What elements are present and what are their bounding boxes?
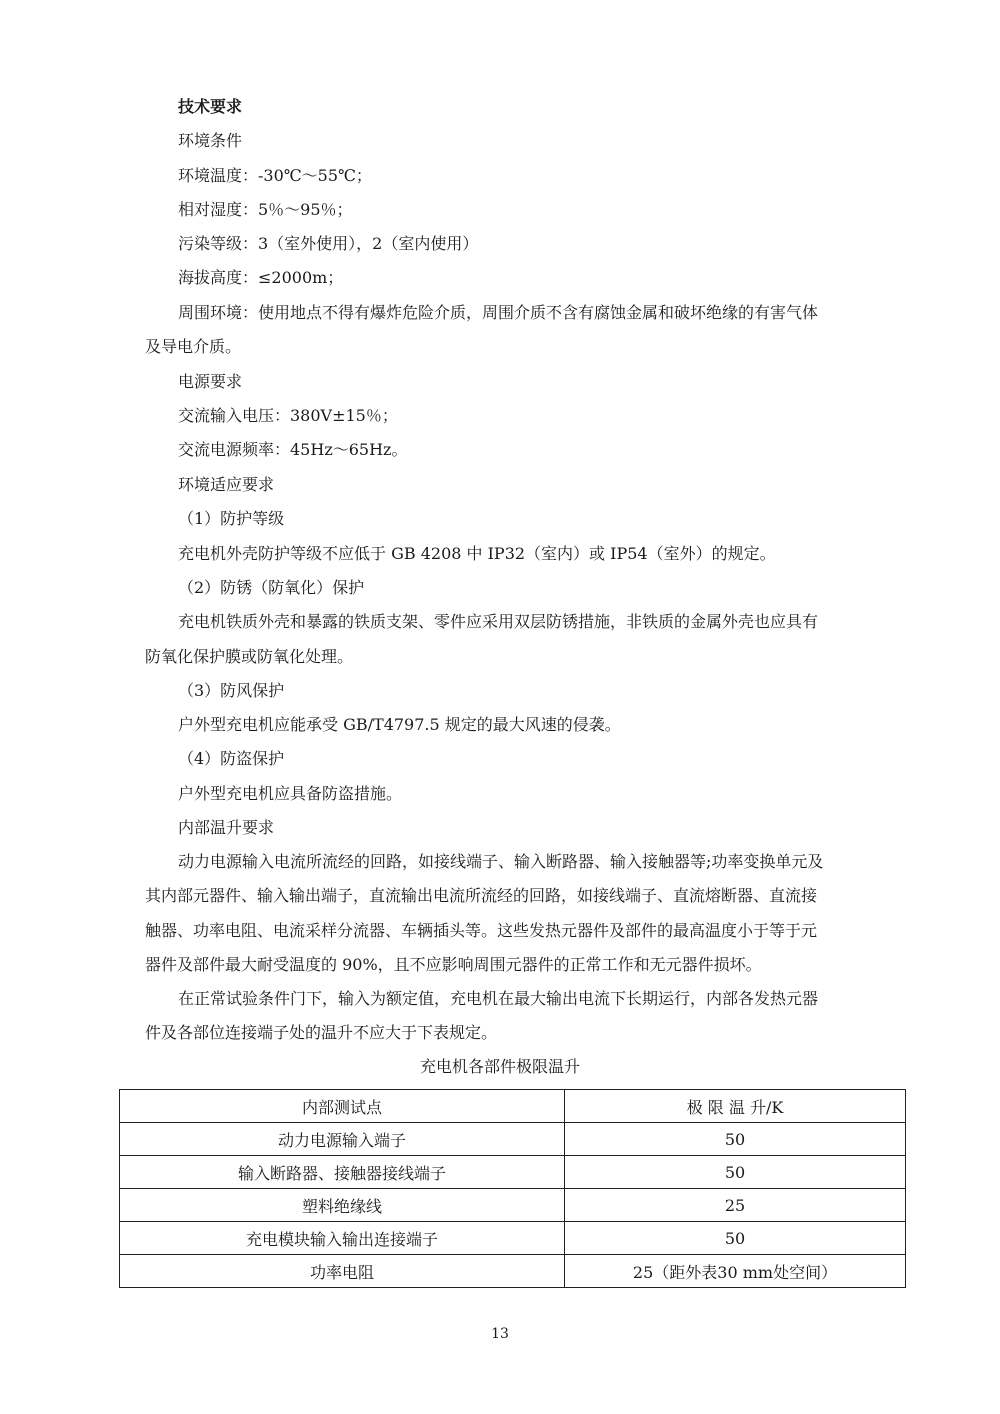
cell-test-point: 塑料绝缘线	[120, 1189, 565, 1222]
adapt-p2-title: （2）防锈（防氧化）保护	[178, 578, 365, 597]
env-surroundings-line2: 及导电介质。	[145, 337, 242, 356]
table-caption: 充电机各部件极限温升	[419, 1057, 580, 1076]
cell-limit-rise: 25（距外表30 mm处空间）	[565, 1255, 906, 1288]
cell-limit-rise: 50	[565, 1156, 906, 1189]
adapt-p1-title: （1）防护等级	[178, 509, 285, 528]
env-surroundings-line1: 周围环境：使用地点不得有爆炸危险介质，周围介质不含有腐蚀金属和破坏绝缘的有害气体	[178, 303, 819, 322]
section-heading: 技术要求	[178, 97, 243, 116]
cell-limit-rise: 50	[565, 1123, 906, 1156]
power-title: 电源要求	[178, 372, 243, 391]
cell-test-point: 动力电源输入端子	[120, 1123, 565, 1156]
adapt-p1-text: 充电机外壳防护等级不应低于 GB 4208 中 IP32（室内）或 IP54（室外）的规定。	[178, 544, 776, 563]
power-voltage: 交流输入电压：380V±15％；	[178, 406, 398, 425]
temp-rise-title: 内部温升要求	[178, 818, 275, 837]
power-frequency: 交流电源频率：45Hz～65Hz。	[178, 440, 408, 459]
table-row	[120, 1222, 906, 1255]
temp-rise-para1-line1: 动力电源输入电流所流经的回路，如接线端子、输入断路器、输入接触器等;功率变换单元及	[178, 852, 824, 871]
adapt-p2-text-line2: 防氧化保护膜或防氧化处理。	[145, 647, 354, 666]
env-humidity: 相对湿度：5％～95％；	[178, 200, 353, 219]
adapt-p3-text: 户外型充电机应能承受 GB/T4797.5 规定的最大风速的侵袭。	[178, 715, 621, 734]
adapt-p4-title: （4）防盗保护	[178, 749, 285, 768]
page-number: 13	[491, 1326, 509, 1342]
temp-rise-para1-line4: 器件及部件最大耐受温度的 90%，且不应影响周围元器件的正常工作和无元器件损坏。	[145, 955, 762, 974]
adapt-p2-text-line1: 充电机铁质外壳和暴露的铁质支架、零件应采用双层防锈措施，非铁质的金属外壳也应具有	[178, 612, 819, 631]
cell-test-point: 输入断路器、接触器接线端子	[120, 1156, 565, 1189]
header-limit-rise: 极 限 温 升/K	[565, 1090, 906, 1123]
env-altitude: 海拔高度：≤2000m；	[178, 268, 344, 287]
temp-rise-para2-line1: 在正常试验条件门下，输入为额定值，充电机在最大输出电流下长期运行，内部各发热元器	[178, 989, 819, 1008]
table-header-row	[120, 1090, 906, 1123]
temp-rise-para1-line2: 其内部元器件、输入输出端子，直流输出电流所流经的回路，如接线端子、直流熔断器、直流接	[145, 886, 818, 905]
adapt-p4-text: 户外型充电机应具备防盗措施。	[178, 784, 403, 803]
table-row	[120, 1255, 906, 1288]
cell-limit-rise: 50	[565, 1222, 906, 1255]
header-test-point: 内部测试点	[120, 1090, 565, 1123]
env-temperature: 环境温度：-30℃～55℃；	[178, 166, 372, 185]
table-row	[120, 1156, 906, 1189]
cell-limit-rise: 25	[565, 1189, 906, 1222]
cell-test-point: 充电模块输入输出连接端子	[120, 1222, 565, 1255]
table-row	[120, 1189, 906, 1222]
env-pollution: 污染等级：3（室外使用），2（室内使用）	[178, 234, 479, 253]
temp-rise-para2-line2: 件及各部位连接端子处的温升不应大于下表规定。	[145, 1023, 498, 1042]
cell-test-point: 功率电阻	[120, 1255, 565, 1288]
temp-rise-para1-line3: 触器、功率电阻、电流采样分流器、车辆插头等。这些发热元器件及部件的最高温度小于等于元	[145, 921, 818, 940]
temperature-limit-table	[119, 1089, 906, 1288]
adapt-title: 环境适应要求	[178, 475, 275, 494]
env-title: 环境条件	[178, 131, 243, 150]
table-row	[120, 1123, 906, 1156]
adapt-p3-title: （3）防风保护	[178, 681, 285, 700]
